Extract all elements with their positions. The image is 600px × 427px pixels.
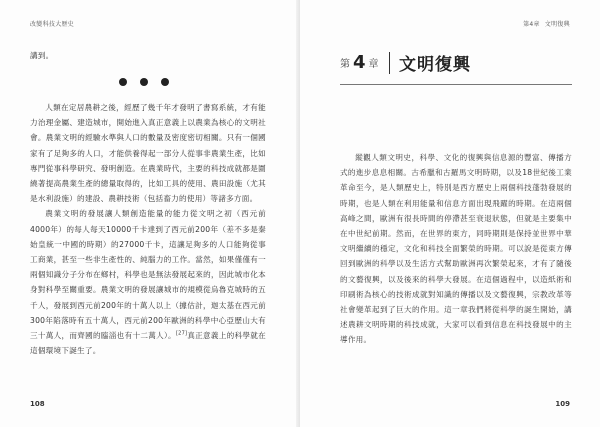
- paragraph-tail-text: 真正意義上的科學就在這個環境下誕生了。: [30, 331, 267, 356]
- chapter-label-suffix: 章: [368, 59, 379, 70]
- paragraph-main-text: 農業文明的發展讓人類創造能量的能力從文明之初（西元前4000年）的每人每天10000千卡達到了西元前200年（差不多是秦始皇統一中國的時期）的27000千卡，這讓足夠多的人口能夠從事工商業，甚至一些非生產性的、純腦力的工作。當然，如果僅僅有一兩個知識分子分布在鄉村，科學也是無法發展起來的，因此城市化本身對科學至關重要。農業文明的發展讓城市的規模從烏魯克城時的五千人，發展到西元前200年的十萬人以上（據估計，迦太基在西元前300年陷落時有五十萬人，西元前200年歐洲的科學中心亞歷山大有三十萬人，而齊國的臨淄也有十二萬人）。: [30, 209, 266, 341]
- running-head-chapter-number: 第4章: [523, 21, 540, 28]
- chapter-divider: [389, 52, 391, 74]
- footnote-reference[interactable]: [27]: [175, 330, 188, 337]
- running-head-chapter-title: 文明復興: [544, 21, 570, 28]
- ornament-dot-icon: [119, 78, 127, 86]
- right-body: [340, 150, 572, 348]
- running-head-chapter: [518, 19, 570, 28]
- page-number: 108: [30, 400, 45, 408]
- chapter-heading: [340, 50, 471, 75]
- chapter-underline: [340, 84, 572, 85]
- section-break-ornament: [119, 78, 169, 86]
- right-page: [300, 0, 600, 427]
- ornament-dot-icon: [140, 78, 148, 86]
- running-head-book-title: 改變科技大歷史: [30, 21, 75, 28]
- page-number: 109: [555, 400, 570, 408]
- chapter-title: 文明復興: [399, 55, 472, 75]
- chapter-number: 4: [353, 52, 366, 73]
- left-body: [30, 100, 266, 358]
- opening-line: [30, 48, 266, 63]
- paragraph: 人類在定居農耕之後，經歷了幾千年才發明了書寫系統，才有能力治理金屬、建造城市，開始進入真正意義上以農業為核心的文明社會。農業文明的經驗水準與人口的數量及密度密切相關。只有一個國家有了足夠多的人口，才能供養得起一部分人從事非農業生產，比如專門從事科學研究、發明創造。在農業時代，主要的科技成就都是圍繞著提高農業生產的總量取得的，比如工具的使用、農田設施（尤其是水利設施）的建設、農耕技術（包括畜力的使用）等諸多方面。: [30, 103, 266, 204]
- paragraph: [30, 206, 266, 358]
- opening-text: 講到。: [30, 51, 54, 60]
- paragraph: 縱觀人類文明史，科學、文化的復興與信息源的豐富、傳播方式的進步息息相關。古希臘和古羅馬文明時期，以及18世紀後工業革命至今，是人類歷史上，特別是西方歷史上兩個科技蓬勃發展的時期，也是人類在利用能量和信息方面出現飛躍的時期。在這兩個高峰之間，歐洲有很長時間的停滯甚至衰退狀態，但就是主要集中在中世紀前期。然而，在世界的東方，同時期則是保持並世界中華文明繼續的穩定，文化和科技全面繁榮的時期。可以說是從東方傳回到歐洲的科學以及生活方式幫助歐洲再次繁榮起來，才有了隨後的文藝復興，以及後來的科學大發展。在這個過程中，以造紙術和印刷術為核心的技術成就對知識的傳播以及文藝復興，宗教改革等社會變革起到了巨大的作用。這一章我們將從科學的誕生開始，講述農耕文明時期的科技成就，大家可以看到信息在科技發展中的主導作用。: [340, 153, 572, 345]
- ornament-dot-icon: [161, 78, 169, 86]
- chapter-label-prefix: 第: [340, 59, 350, 70]
